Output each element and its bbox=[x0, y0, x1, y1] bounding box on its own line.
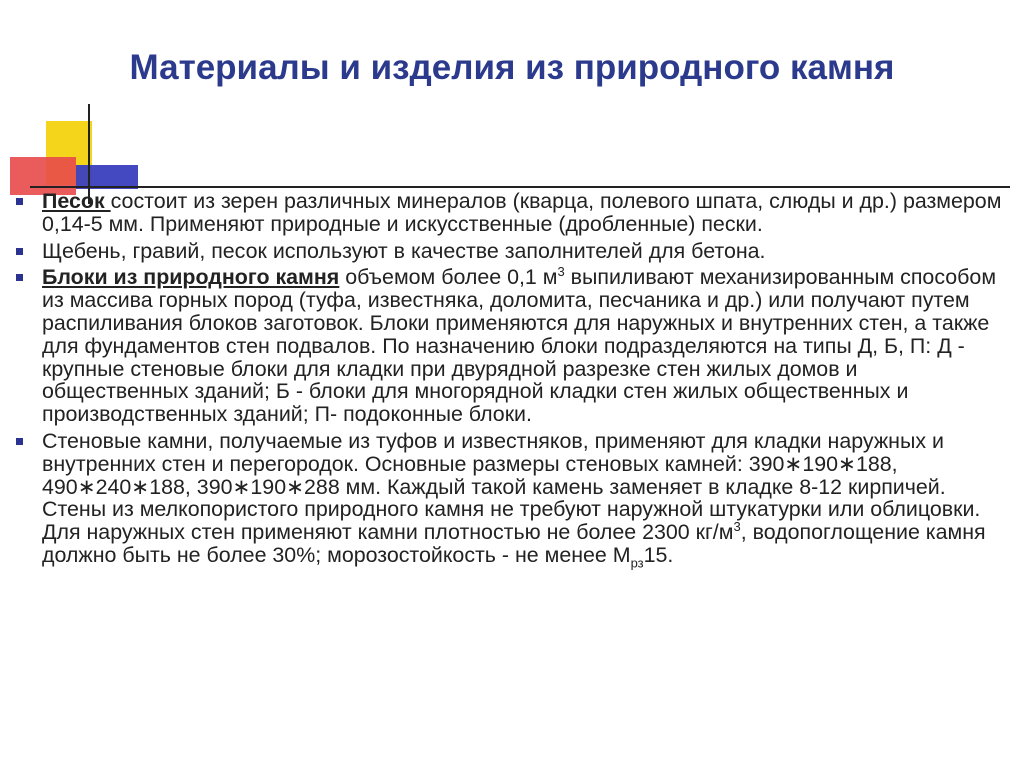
bullet-stone-blocks bbox=[16, 266, 1006, 426]
bullet-text: объемом более 0,1 м bbox=[339, 265, 558, 290]
bullet-marker-icon bbox=[16, 248, 23, 255]
slide-body bbox=[16, 190, 1006, 571]
bullet-wall-stones bbox=[16, 428, 1006, 571]
bullet-text: выпиливают механизированным способом из массива горных пород (туфа, известняка, доломита, песчаника и др.) или получают путем распиливания блоков заготовок. Блоки применяются для наружных и внутренних стен, а также для фундаментов стен подвалов. По назначению блоки подразделяются на типы Д, Б, П: Д - крупные стеновые блоки для кладки при двурядной разрезке стен жилых домов и общественных зданий; Б - блоки для многорядной кладки стен жилых общественных и производственных зданий; П- подоконные блоки. bbox=[42, 265, 997, 427]
bullet-text: 15. bbox=[643, 542, 674, 567]
bullet-text: состоит из зерен различных минералов (кварца, полевого шпата, слюды и др.) размером 0,14-5 мм. Применяют природные и искусственные (дробленные) пески. bbox=[42, 189, 1002, 236]
bullet-text: , водопоглощение камня должно быть не более 30%; морозостойкость - не менее М bbox=[42, 520, 986, 567]
bullet-lead: Песок bbox=[42, 189, 111, 213]
bullet-marker-icon bbox=[16, 438, 23, 445]
superscript: 3 bbox=[733, 519, 741, 535]
bullet-marker-icon bbox=[16, 274, 23, 281]
superscript: 3 bbox=[557, 264, 565, 280]
bullet-sand bbox=[16, 190, 1006, 236]
bullet-text: Стеновые камни, получаемые из туфов и известняков, применяют для кладки наружных и внутренних стен и перегородок. Основные размеры стеновых камней: 390∗190∗188, 490∗240∗188, 390∗190∗288 мм. Каждый такой камень заменяет в кладке 8-12 кирпичей. Стены из мелкопористого природного камня не требуют наружной штукатурки или облицовки. Для наружных стен применяют камни плотностью не более 2300 кг/м bbox=[42, 428, 981, 545]
bullet-lead: Блоки из природного камня bbox=[42, 265, 340, 290]
slide-title: Материалы и изделия из природного камня bbox=[129, 48, 895, 87]
subscript: рз bbox=[630, 555, 644, 571]
bullet-marker-icon bbox=[16, 198, 23, 205]
bullet-aggregates bbox=[16, 240, 1006, 263]
decorative-horizontal-line bbox=[30, 186, 1010, 188]
bullet-text: Щебень, гравий, песок используют в качестве заполнителей для бетона. bbox=[42, 238, 766, 263]
